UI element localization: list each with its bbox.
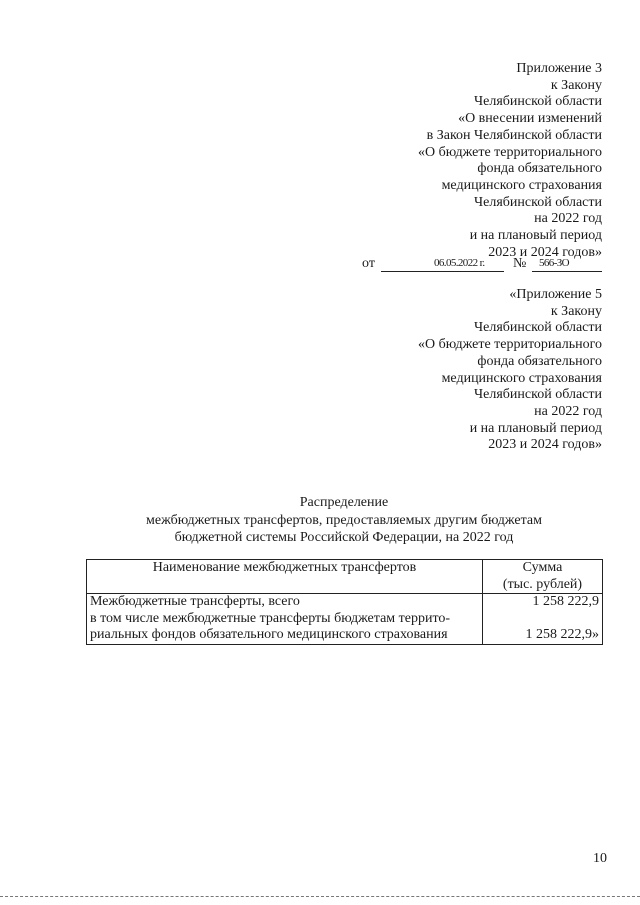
annex-header-line: медицинского страхования — [441, 177, 602, 193]
annex-header — [418, 61, 602, 261]
registration-number: 566-ЗО — [539, 257, 570, 269]
annex-header-line: Челябинской области — [474, 194, 602, 210]
annex-amended-line: медицинского страхования — [441, 370, 602, 386]
annex-amended-header — [418, 287, 602, 454]
title-line: бюджетной системы Российской Федерации, на 2022 год — [174, 530, 514, 545]
annex-header-line: 2023 и 2024 годов» — [488, 244, 602, 260]
annex-amended-line: фонда обязательного — [477, 353, 602, 369]
header-sum-unit: (тыс. рублей) — [502, 576, 583, 592]
annex-header-line: Челябинской области — [474, 94, 602, 110]
annex-amended-line: и на плановый период — [469, 420, 602, 436]
header-sum-line: Сумма — [522, 560, 563, 575]
annex-amended-line: Челябинской области — [474, 387, 602, 403]
annex-header-line: «О бюджете территориального — [418, 144, 602, 160]
registration-date: 06.05.2022 г. — [434, 257, 485, 269]
number-underline — [532, 271, 602, 272]
annex-header-line: и на плановый период — [469, 228, 602, 244]
transfer-sum-cell — [483, 594, 603, 645]
scan-edge-line — [0, 896, 640, 897]
transfer-name-cell — [87, 594, 483, 645]
annex-header-line: фонда обязательного — [477, 161, 602, 177]
annex-amended-line: Челябинской области — [474, 320, 602, 336]
header-name: Наименование межбюджетных трансфертов — [87, 560, 483, 594]
document-title — [0, 494, 640, 547]
transfer-name-sub: в том числе межбюджетные трансферты бюджетам террито- — [90, 610, 451, 626]
registration-line — [362, 256, 602, 274]
transfer-name-total: Межбюджетные трансферты, всего — [90, 594, 300, 609]
date-underline — [381, 271, 504, 272]
annex-amended-line: 2023 и 2024 годов» — [488, 437, 602, 453]
page-number: 10 — [593, 851, 607, 866]
table-row — [87, 594, 603, 645]
registration-from-label: от — [362, 256, 375, 271]
table-header-row — [87, 560, 603, 594]
annex-amended-line: на 2022 год — [534, 403, 602, 419]
title-line: межбюджетных трансфертов, предоставляемых другим бюджетам — [146, 512, 542, 528]
annex-header-line: к Закону — [550, 77, 602, 93]
annex-header-line: «О внесении изменений — [458, 111, 602, 127]
registration-number-label: № — [513, 256, 527, 271]
title-line: Распределение — [299, 495, 389, 510]
annex-amended-line: «Приложение 5 — [509, 287, 602, 302]
header-sum — [483, 560, 603, 594]
annex-header-line: в Закон Челябинской области — [426, 127, 602, 143]
annex-amended-line: к Закону — [550, 303, 602, 319]
transfers-table — [86, 559, 603, 645]
annex-header-line: Приложение 3 — [516, 61, 602, 76]
annex-header-line: на 2022 год — [534, 211, 602, 227]
transfer-name-sub-cont: риальных фондов обязательного медицинского страхования — [90, 627, 448, 642]
annex-amended-line: «О бюджете территориального — [418, 337, 602, 353]
transfer-sum-sub: 1 258 222,9» — [525, 627, 599, 642]
transfer-sum-total: 1 258 222,9 — [532, 594, 599, 609]
